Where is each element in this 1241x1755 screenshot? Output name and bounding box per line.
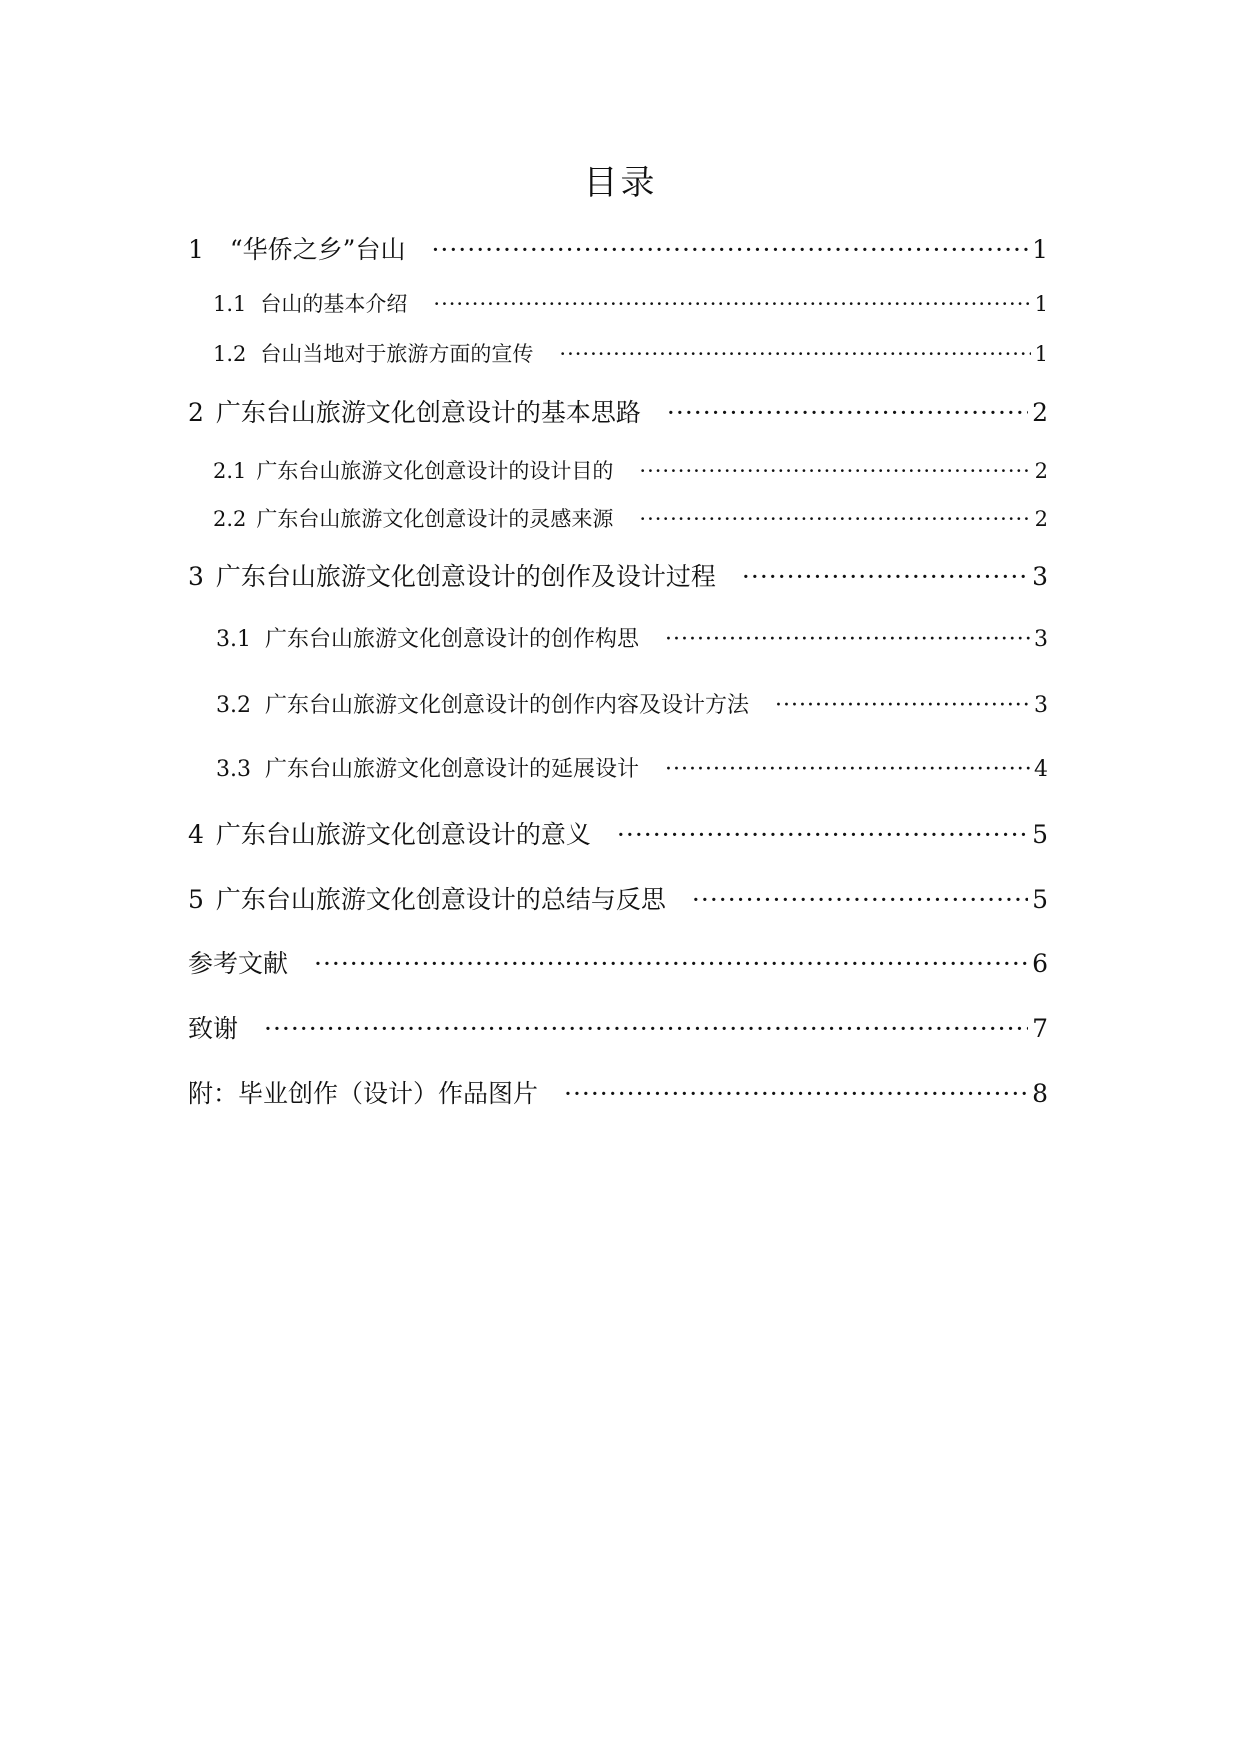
toc-entry-page: 2	[1032, 398, 1048, 427]
toc-leader-dots	[639, 507, 1030, 531]
toc-leader-dots	[742, 562, 1028, 591]
toc-entry-page: 4	[1034, 757, 1048, 782]
toc-leader-dots	[431, 235, 1028, 264]
toc-entry-title: 台山的基本介绍	[260, 292, 408, 316]
toc-leader-dots	[564, 1079, 1028, 1108]
toc-leader-dots	[559, 342, 1030, 366]
toc-entry-number: 3	[188, 562, 204, 591]
toc-entry-page: 2	[1034, 459, 1048, 483]
toc-entry-title: “华侨之乡”台山	[229, 235, 406, 264]
toc-leader-dots	[264, 1014, 1028, 1043]
toc-entry-title: 广东台山旅游文化创意设计的意义	[215, 820, 591, 849]
toc-leader-dots	[617, 820, 1028, 849]
toc-leader-dots	[433, 292, 1030, 316]
toc-entry-page: 3	[1032, 562, 1048, 591]
toc-entry-page: 5	[1032, 820, 1048, 849]
toc-entry-number: 5	[188, 885, 204, 914]
toc-entry-number: 3.3	[216, 757, 251, 782]
toc-entry-1[interactable]	[188, 230, 1048, 266]
toc-entry-title: 附：毕业创作（设计）作品图片	[188, 1079, 539, 1108]
toc-entry-3-3[interactable]	[216, 752, 1048, 783]
toc-entry-appendix[interactable]	[188, 1074, 1048, 1110]
toc-entry-page: 2	[1034, 507, 1048, 531]
toc-entry-1-2[interactable]	[213, 338, 1048, 368]
toc-entry-page: 1	[1034, 292, 1048, 316]
toc-entry-title: 广东台山旅游文化创意设计的创作构思	[265, 627, 640, 652]
toc-entry-title: 参考文献	[188, 949, 289, 978]
toc-entry-number: 1	[188, 235, 204, 264]
toc-leader-dots	[639, 459, 1030, 483]
toc-entry-number: 1.1	[213, 292, 247, 316]
toc-leader-dots	[692, 885, 1028, 914]
toc-entry-number: 2.1	[213, 459, 247, 483]
toc-entry-number: 3.1	[216, 627, 251, 652]
toc-entry-title: 台山当地对于旅游方面的宣传	[260, 342, 534, 366]
toc-entry-page: 1	[1032, 235, 1048, 264]
toc-entry-page: 6	[1032, 949, 1048, 978]
toc-entry-title: 广东台山旅游文化创意设计的创作及设计过程	[215, 562, 716, 591]
toc-entry-title: 致谢	[188, 1014, 239, 1043]
toc-entry-page: 3	[1034, 627, 1048, 652]
toc-entry-5[interactable]	[188, 880, 1048, 916]
toc-entry-title: 广东台山旅游文化创意设计的基本思路	[215, 398, 641, 427]
toc-entry-3[interactable]	[188, 557, 1048, 593]
toc-leader-dots	[667, 398, 1028, 427]
toc-entry-title: 广东台山旅游文化创意设计的延展设计	[265, 757, 640, 782]
toc-entry-page: 1	[1034, 342, 1048, 366]
toc-entry-4[interactable]	[188, 815, 1048, 851]
toc-entry-1-1[interactable]	[213, 288, 1048, 318]
toc-entry-number: 2.2	[213, 507, 247, 531]
toc-leader-dots	[314, 949, 1028, 978]
toc-leader-dots	[665, 627, 1030, 652]
toc-entry-references[interactable]	[188, 944, 1048, 980]
toc-entry-2-1[interactable]	[213, 455, 1048, 485]
toc-entry-acknowledgements[interactable]	[188, 1009, 1048, 1045]
toc-entry-number: 3.2	[216, 693, 251, 718]
toc-entry-page: 8	[1032, 1079, 1048, 1108]
toc-entry-2[interactable]	[188, 393, 1048, 429]
toc-entry-number: 1.2	[213, 342, 247, 366]
toc-entry-number: 2	[188, 398, 204, 427]
toc-entry-title: 广东台山旅游文化创意设计的创作内容及设计方法	[265, 693, 750, 718]
toc-entry-page: 5	[1032, 885, 1048, 914]
toc-entry-title: 广东台山旅游文化创意设计的设计目的	[256, 459, 614, 483]
toc-entry-3-1[interactable]	[216, 622, 1048, 653]
toc-entry-number: 4	[188, 820, 204, 849]
toc-entry-3-2[interactable]	[216, 688, 1048, 719]
toc-leader-dots	[665, 757, 1030, 782]
toc-leader-dots	[775, 693, 1030, 718]
toc-entry-page: 7	[1032, 1014, 1048, 1043]
toc-entry-title: 广东台山旅游文化创意设计的灵感来源	[256, 507, 614, 531]
page-title: 目录	[583, 163, 658, 203]
toc-entry-page: 3	[1034, 693, 1048, 718]
toc-entry-2-2[interactable]	[213, 503, 1048, 533]
toc-entry-title: 广东台山旅游文化创意设计的总结与反思	[215, 885, 666, 914]
